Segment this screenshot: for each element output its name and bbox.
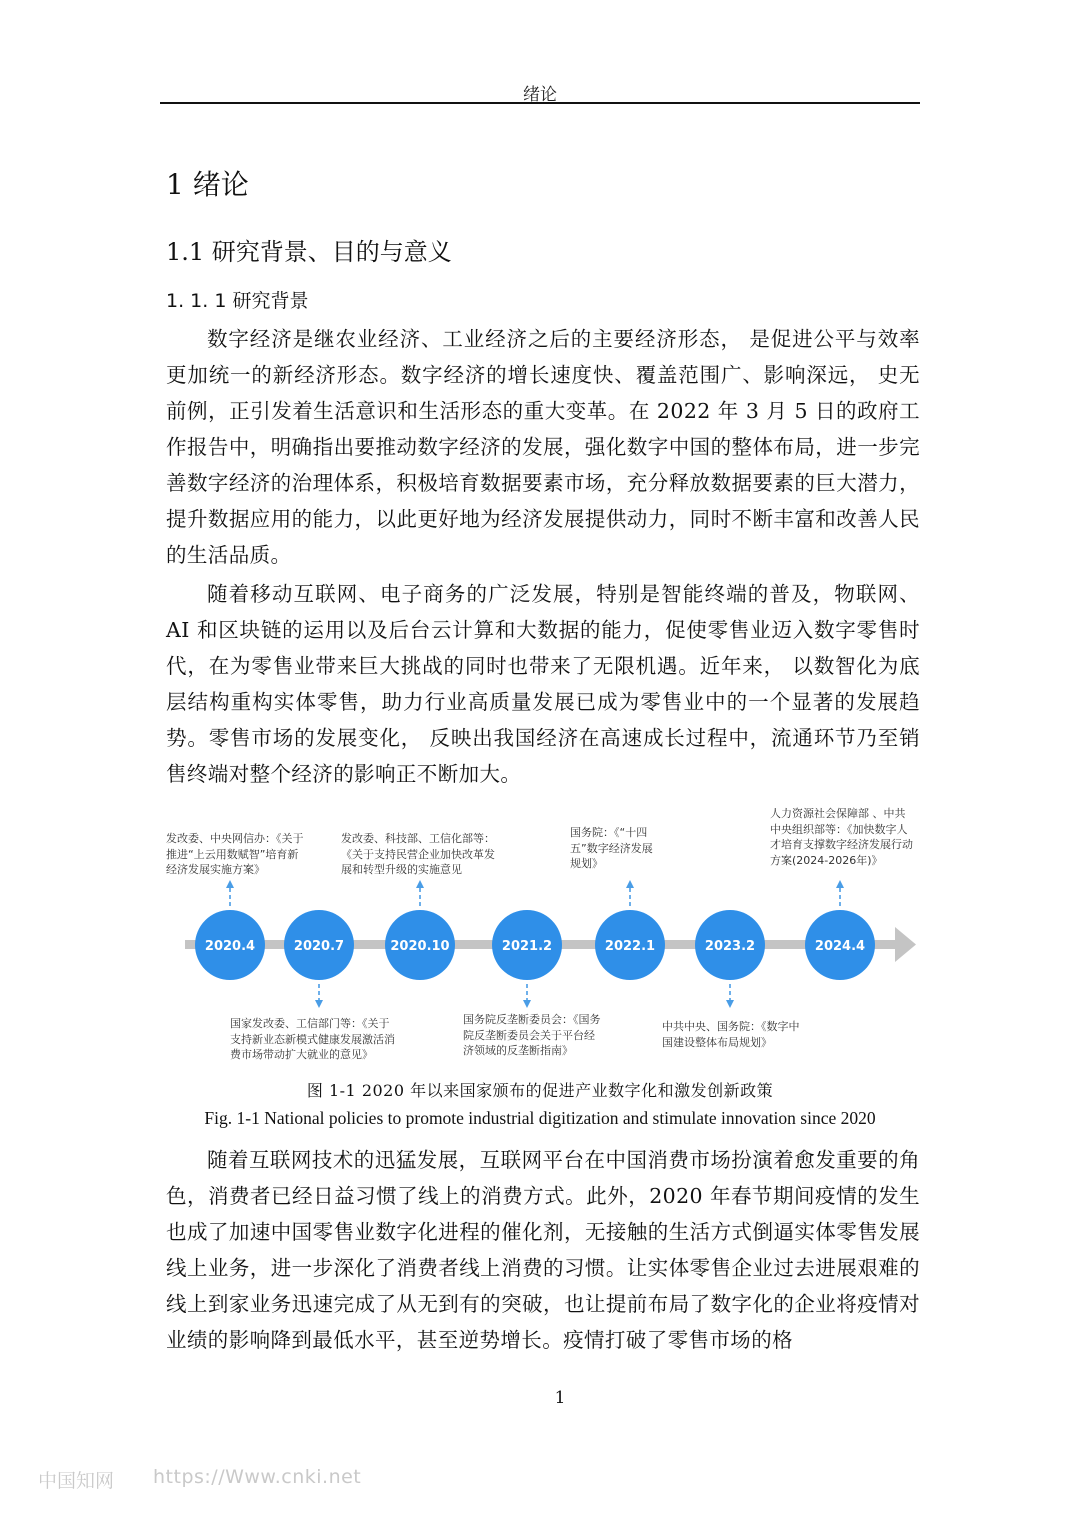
chapter-title: 1 绪论: [166, 168, 249, 201]
watermark-brand: 中国知网: [38, 1470, 115, 1492]
running-head: 绪论: [523, 85, 557, 105]
timeline-node-date: 2024.4: [814, 939, 866, 954]
policy-note: 人力资源社会保障部 、中共中央组织部等：《加快数字人才培育支撑数字经济发展行动方案(2024-2026年)》: [770, 807, 913, 867]
page-number: 1: [554, 1388, 566, 1408]
timeline-connector-arrow: [836, 880, 844, 888]
figure-caption-cn: 图 1-1 2020 年以来国家颁布的促进产业数字化和激发创新政策: [306, 1081, 774, 1100]
timeline-node-date: 2021.2: [501, 939, 553, 954]
policy-note: 中共中央、国务院：《数字中国建设整体布局规划》: [662, 1020, 800, 1049]
timeline-connector-arrow: [626, 880, 634, 888]
timeline-arrowhead: [895, 927, 916, 962]
policy-note: 国务院：《“十四五”数字经济发展规划》: [570, 826, 653, 870]
timeline-node-date: 2020.4: [204, 939, 256, 954]
section-title: 1.1 研究背景、目的与意义: [166, 238, 452, 266]
policy-note: 国务院反垄断委员会：《国务院反垄断委员会关于平台经济领域的反垄断指南》: [463, 1013, 601, 1057]
figure-caption-en: Fig. 1-1 National policies to promote industrial digitization and stimulate innovation since 2020: [204, 1108, 876, 1128]
timeline-connector-arrow: [523, 1000, 531, 1008]
policy-timeline-figure: [160, 800, 920, 1075]
timeline-node-date: 2022.1: [604, 939, 656, 954]
body-paragraph: 随着移动互联网、电子商务的广泛发展，特别是智能终端的普及，物联网、AI 和区块链的运用以及后台云计算和大数据的能力，促使零售业迈入数字零售时代，在为零售业带来巨大挑战的同时也带来了无限机遇。近年来， 以数智化为底层结构重构实体零售，助力行业高质量发展已成为零售业中的一个显著的发展趋势。零售市场的发展变化， 反映出我国经济在高速成长过程中，流通环节乃至销售终端对整个经济的影响正不断加大。: [166, 582, 920, 786]
body-paragraph: 随着互联网技术的迅猛发展，互联网平台在中国消费市场扮演着愈发重要的角色，消费者已经日益习惯了线上的消费方式。此外，2020 年春节期间疫情的发生也成了加速中国零售业数字化进程的催化剂，无接触的生活方式倒逼实体零售发展线上业务，进一步深化了消费者线上消费的习惯。让实体零售企业过去进展艰难的线上到家业务迅速完成了从无到有的突破，也让提前布局了数字化的企业将疫情对业绩的影响降到最低水平，甚至逆势增长。疫情打破了零售市场的格: [166, 1148, 920, 1352]
watermark-url: https://Www.cnki.net: [153, 1466, 362, 1488]
body-paragraph: 数字经济是继农业经济、工业经济之后的主要经济形态， 是促进公平与效率更加统一的新经济形态。数字经济的增长速度快、覆盖范围广、影响深远， 史无前例，正引发着生活意识和生活形态的重大变革。在 2022 年 3 月 5 日的政府工作报告中，明确指出要推动数字经济的发展，强化数字中国的整体布局，进一步完善数字经济的治理体系，积极培育数据要素市场，充分释放数据要素的巨大潜力，提升数据应用的能力，以此更好地为经济发展提供动力，同时不断丰富和改善人民的生活品质。: [166, 327, 920, 567]
header-rule: [160, 102, 920, 104]
policy-note: 发改委、中央网信办：《关于推进“上云用数赋智”培育新经济发展实施方案》: [166, 832, 304, 876]
subsection-title: 1. 1. 1 研究背景: [166, 290, 309, 312]
timeline-node-date: 2023.2: [704, 939, 756, 954]
timeline-connector-arrow: [726, 1000, 734, 1008]
timeline-node-date: 2020.7: [293, 939, 345, 954]
policy-note: 发改委、科技部、工信化部等：《关于支持民营企业加快改革发展和转型升级的实施意见: [341, 832, 495, 876]
timeline-connector-arrow: [226, 880, 234, 888]
timeline-connector-arrow: [315, 1000, 323, 1008]
policy-note: 国家发改委、工信部门等：《关于支持新业态新模式健康发展激活消费市场带动扩大就业的意见》: [230, 1017, 395, 1061]
timeline-node-date: 2020.10: [390, 939, 450, 954]
timeline-connector-arrow: [416, 880, 424, 888]
